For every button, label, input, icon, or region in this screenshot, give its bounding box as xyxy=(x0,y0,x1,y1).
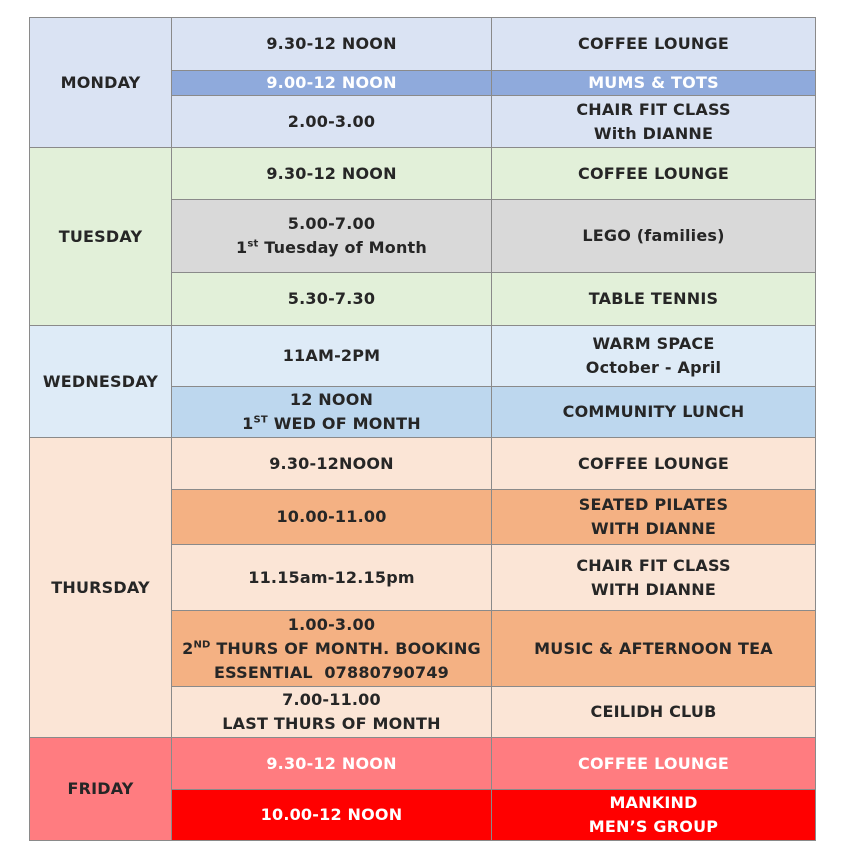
time-cell: 10.00-11.00 xyxy=(172,490,492,545)
activity-cell: TABLE TENNIS xyxy=(492,273,816,326)
time-cell xyxy=(172,687,492,738)
activity-line: CHAIR FIT CLASS xyxy=(576,99,731,119)
time-cell: 5.30-7.30 xyxy=(172,273,492,326)
time-line: 7.00-11.00 xyxy=(282,690,381,709)
activity-line: With DIANNE xyxy=(593,123,714,143)
activity-cell: COFFEE LOUNGE xyxy=(492,148,816,200)
ordinal-number: 1 xyxy=(242,414,254,433)
activity-line: WARM SPACE xyxy=(592,334,715,353)
time-cell: 10.00-12 NOON xyxy=(172,790,492,841)
table-row xyxy=(30,438,816,490)
activity-line: October - April xyxy=(585,358,722,377)
activity-cell xyxy=(492,326,816,387)
time-line xyxy=(178,637,485,661)
time-cell xyxy=(172,387,492,438)
day-wednesday: WEDNESDAY xyxy=(30,326,172,438)
activity-line: MANKIND xyxy=(609,793,698,812)
time-cell: 9.30-12 NOON xyxy=(172,18,492,71)
activity-line: CHAIR FIT CLASS xyxy=(576,555,731,575)
activity-cell xyxy=(492,96,816,148)
time-note: WED OF MONTH xyxy=(267,414,421,433)
time-note: THURS OF MONTH. BOOKING xyxy=(210,638,481,658)
ordinal-number: 2 xyxy=(182,638,194,658)
table-row xyxy=(30,18,816,71)
activity-cell xyxy=(492,490,816,545)
time-cell: 9.30-12 NOON xyxy=(172,738,492,790)
time-cell: 9.30-12 NOON xyxy=(172,148,492,200)
ordinal-number: 1 xyxy=(235,238,248,257)
time-line: 1.00-3.00 xyxy=(287,614,376,634)
day-monday: MONDAY xyxy=(30,18,172,148)
activity-line: MEN’S GROUP xyxy=(588,817,719,836)
time-note: Tuesday of Month xyxy=(258,238,427,257)
time-cell xyxy=(172,611,492,687)
activity-cell: COFFEE LOUNGE xyxy=(492,738,816,790)
time-cell: 9.00-12 NOON xyxy=(172,71,492,96)
activity-line: WITH DIANNE xyxy=(590,579,716,599)
time-line: 5.00-7.00 xyxy=(287,214,376,233)
activity-cell: MUMS & TOTS xyxy=(492,71,816,96)
ordinal-suffix: ST xyxy=(253,414,268,426)
time-cell: 2.00-3.00 xyxy=(172,96,492,148)
time-cell xyxy=(172,200,492,273)
activity-line: SEATED PILATES xyxy=(578,495,729,514)
activity-line: WITH DIANNE xyxy=(590,519,716,538)
activity-cell: COMMUNITY LUNCH xyxy=(492,387,816,438)
activity-cell xyxy=(492,790,816,841)
time-cell: 9.30-12NOON xyxy=(172,438,492,490)
activity-cell: CEILIDH CLUB xyxy=(492,687,816,738)
time-line xyxy=(178,412,485,436)
day-tuesday: TUESDAY xyxy=(30,148,172,326)
time-line: LAST THURS OF MONTH xyxy=(222,714,441,733)
activity-cell: LEGO (families) xyxy=(492,200,816,273)
schedule-table xyxy=(29,17,816,841)
table-row xyxy=(30,738,816,790)
time-line: ESSENTIAL 07880790749 xyxy=(213,662,450,682)
day-thursday: THURSDAY xyxy=(30,438,172,738)
time-line: 12 NOON xyxy=(289,390,374,409)
activity-cell: MUSIC & AFTERNOON TEA xyxy=(492,611,816,687)
activity-cell: COFFEE LOUNGE xyxy=(492,438,816,490)
time-line xyxy=(178,236,485,260)
table-row xyxy=(30,326,816,387)
ordinal-suffix: st xyxy=(247,238,259,250)
activity-cell: COFFEE LOUNGE xyxy=(492,18,816,71)
ordinal-suffix: ND xyxy=(193,639,211,651)
table-row xyxy=(30,148,816,200)
activity-cell xyxy=(492,545,816,611)
day-friday: FRIDAY xyxy=(30,738,172,841)
time-cell: 11AM-2PM xyxy=(172,326,492,387)
time-cell: 11.15am-12.15pm xyxy=(172,545,492,611)
